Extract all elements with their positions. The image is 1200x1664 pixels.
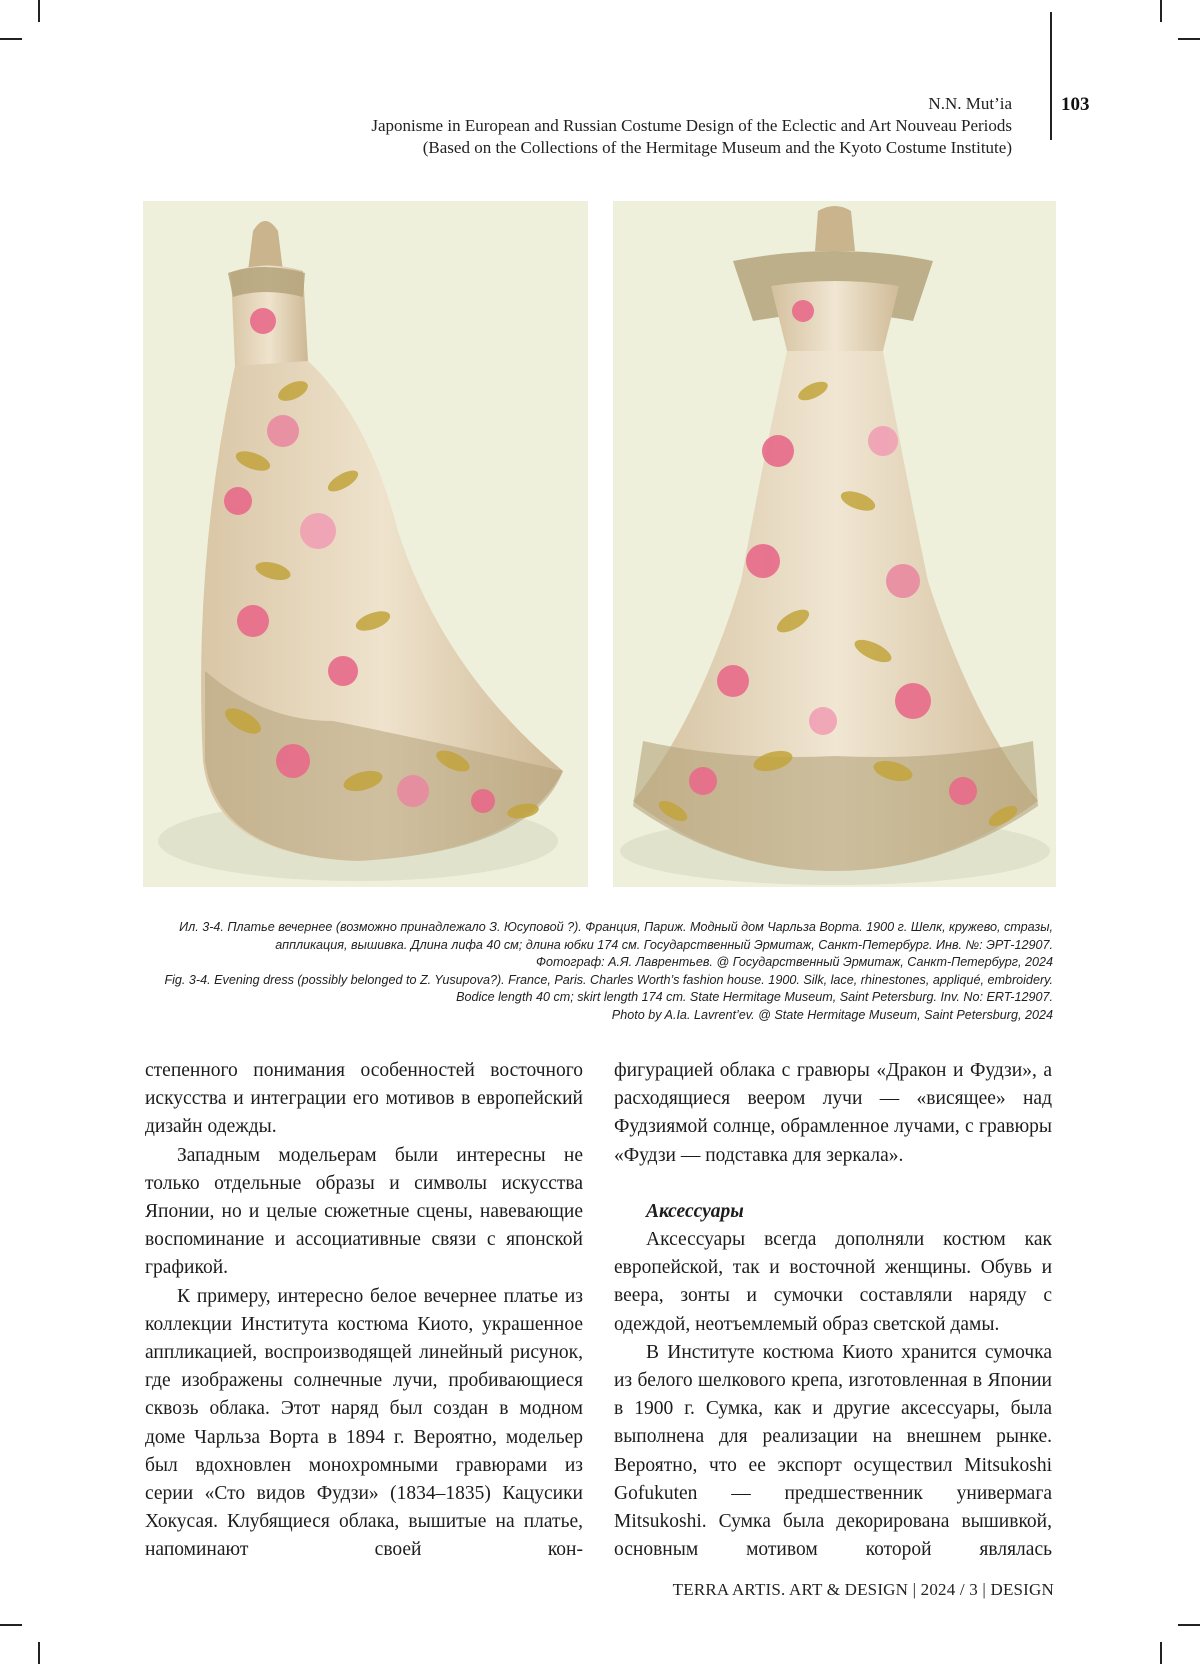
crop-mark (38, 0, 40, 22)
crop-mark (0, 1624, 22, 1626)
crop-mark (1160, 0, 1162, 22)
caption-en-line-1: Fig. 3-4. Evening dress (possibly belonged to Z. Yusupova?). France, Paris. Charles Worth’s fashion house. 1900. Silk, lace, rhinestones, appliqué, embroidery. (164, 972, 1053, 987)
dress-side-illustration (143, 201, 588, 887)
figure-dress-back-view (613, 201, 1056, 887)
figure-caption (143, 919, 1053, 1024)
running-header (371, 93, 1012, 159)
page-number: 103 (1061, 94, 1090, 115)
paragraph: степенного понимания особенностей восточного искусства и интеграции его мотивов в европейский дизайн одежды. (145, 1060, 583, 1138)
crop-mark (0, 38, 22, 40)
section-heading: Аксессуары (646, 1200, 744, 1222)
caption-ru-line-3: Фотограф: А.Я. Лаврентьев. @ Государственный Эрмитаж, Санкт-Петербург, 2024 (535, 955, 1053, 969)
figure-dress-side-view (143, 201, 588, 887)
header-divider (1050, 12, 1052, 140)
paragraph: Западным модельерам были интересны не только отдельные образы и символы искусства Японии, но и целые сюжетные сцены, навевающие воспоминание и ассоциативные связи с японской графикой. (145, 1144, 583, 1279)
body-column-right (614, 1057, 1052, 1564)
caption-ru-line-1: Ил. 3-4. Платье вечернее (возможно принадлежало З. Юсуповой ?). Франция, Париж. Модный дом Чарльза Ворта. 1900 г. Шелк, кружево, стразы, (179, 920, 1053, 934)
paragraph: К примеру, интересно белое вечернее платье из коллекции Института костюма Киото, украшенное аппликацией, воспроизводящей линейный рисунок, где изображены солнечные лучи, пробивающиеся сквозь облака. Этот наряд был создан в модном доме Чарльза Ворта в 1894 г. Вероятно, модельер был вдохновлен монохромными гравюрами из серии «Сто видов Фудзи» (1834–1835) Кацусики Хокусая. Клубящиеся облака, вышитые на платье, напоминают своей кон- (145, 1285, 583, 1561)
crop-mark (1160, 1642, 1162, 1664)
caption-en-line-3: Photo by A.Ia. Lavrent’ev. @ State Hermitage Museum, Saint Petersburg, 2024 (611, 1007, 1053, 1022)
paragraph: В Институте костюма Киото хранится сумочка из белого шелкового крепа, изготовленная в Японии в 1900 г. Сумка, как и другие аксессуары, была выполнена для реализации на внешнем рынке. Вероятно, что ее экспорт осуществил Mitsukoshi Gofukuten — предшественник универмага Mitsukoshi. Сумка была декорирована вышивкой, основным мотивом которой являлась (614, 1341, 1052, 1561)
journal-footer: TERRA ARTIS. ART & DESIGN | 2024 / 3 | DESIGN (672, 1580, 1054, 1599)
paragraph: Аксессуары всегда дополняли костюм как европейской, так и восточной женщины. Обувь и веера, зонты и сумочки составляли наряду с одеждой, неотъемлемый образ светской дамы. (614, 1229, 1052, 1335)
header-title-line-1: Japonisme in European and Russian Costume Design of the Eclectic and Art Nouveau Periods (371, 116, 1012, 135)
crop-mark (38, 1642, 40, 1664)
header-title-line-2: (Based on the Collections of the Hermitage Museum and the Kyoto Costume Institute) (422, 138, 1012, 157)
header-author: N.N. Mut’ia (928, 94, 1012, 113)
dress-back-illustration (613, 201, 1056, 887)
caption-ru-line-2: аппликация, вышивка. Длина лифа 40 см; длина юбки 174 см. Государственный Эрмитаж, Санкт-Петербург. Инв. №: ЭРТ-12907. (275, 937, 1053, 952)
crop-mark (1178, 1624, 1200, 1626)
body-column-left (145, 1057, 583, 1565)
crop-mark (1178, 38, 1200, 40)
paragraph: фигурацией облака с гравюры «Дракон и Фудзи», а расходящиеся веером лучи — «висящее» над Фудзиямой солнце, обрамленное лучами, с гравюры «Фудзи — подставка для зеркала». (614, 1060, 1052, 1166)
caption-en-line-2: Bodice length 40 cm; skirt length 174 cm. State Hermitage Museum, Saint Petersburg. Inv. No: ERT-12907. (456, 990, 1053, 1004)
